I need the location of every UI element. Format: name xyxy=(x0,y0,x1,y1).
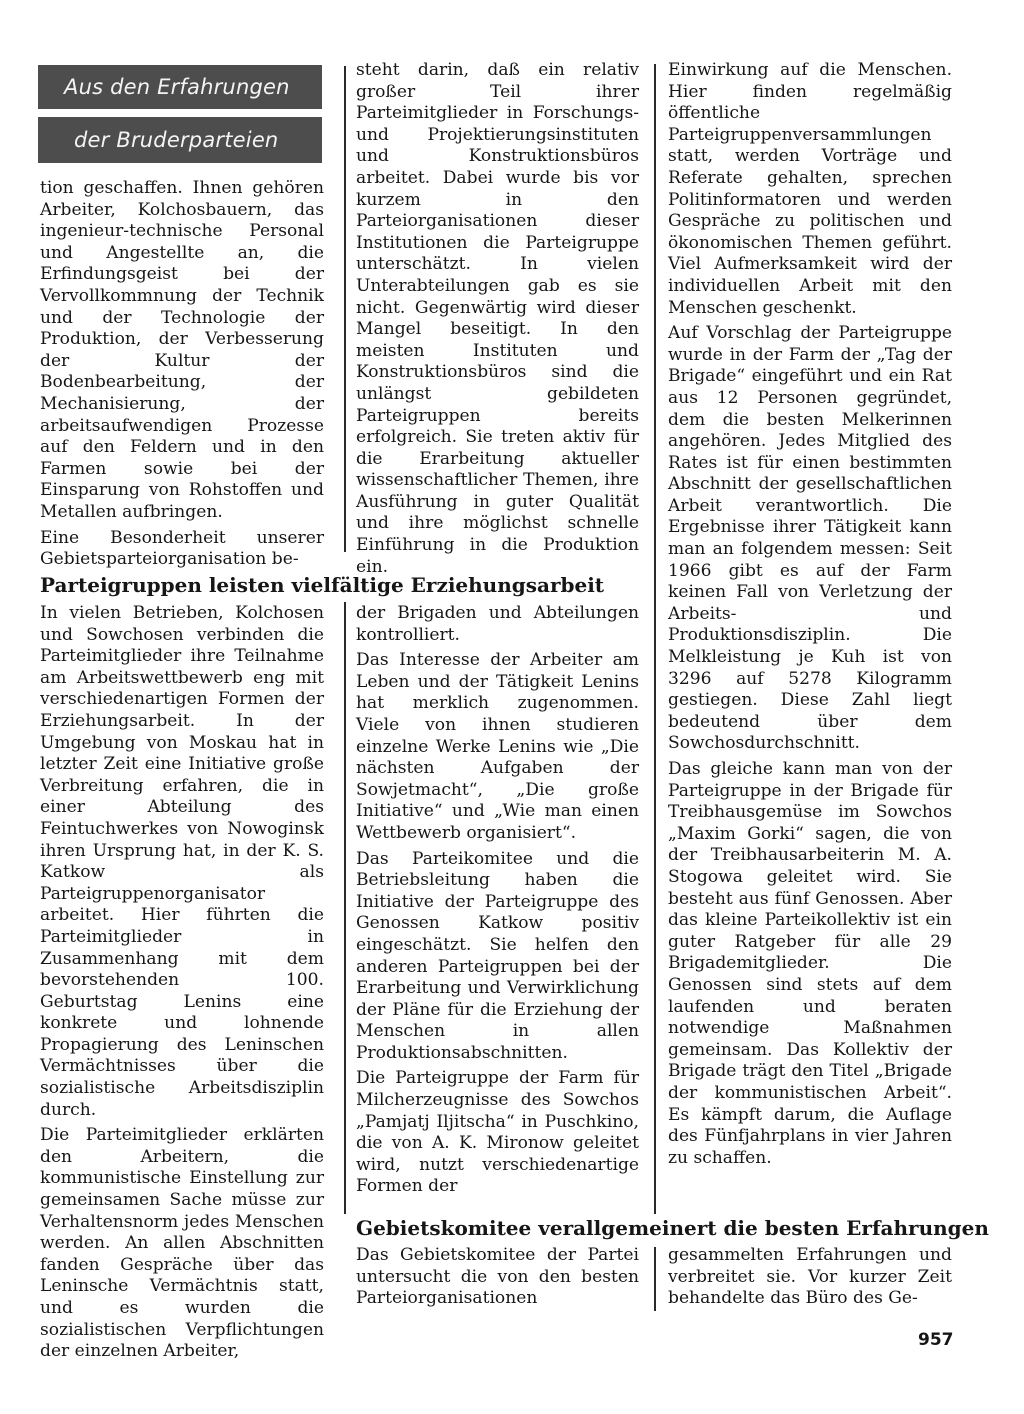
paragraph: Die Parteigruppe der Farm für Milcherzeugnisse des Sowchos „Pamjatj Iljitscha“ in Puschkino, die von A. K. Mironow geleitet wird, nutzt verschiedenartige Formen der xyxy=(356,1068,639,1197)
paragraph: In vielen Betrieben, Kolchosen und Sowchosen verbinden die Parteimitglieder ihre Teilnahme am Arbeitswettbewerb eng mit verschiedenartigen Formen der Erziehungsarbeit. In der Umgebung von Moskau hat in letzter Zeit eine Initiative große Verbreitung erfahren, die in einer Abteilung des Feintuchwerkes von Nowoginsk ihren Ursprung hat, in der K. S. Katkow als Parteigruppenorganisator arbeitet. Hier führten die Parteimitglieder in Zusammenhang mit dem bevorstehenden 100. Geburtstag Lenins eine konkrete und lohnende Propagierung des Leninschen Vermächtnisses über die sozialistische Arbeitsdisziplin durch. xyxy=(40,603,324,1120)
paragraph: steht darin, daß ein relativ großer Teil ihrer Parteimitglieder in Forschungs- und Projektierungsinstituten und Konstruktionsbüros arbeitet. Dabei wurde bis vor kurzem in den Parteiorganisationen dieser Institutionen die Parteigruppe unterschätzt. In vielen Unterabteilungen gab es sie nicht. Gegenwärtig wird dieser Mangel beseitigt. In den meisten Instituten und Konstruktionsbüros sind die unlängst gebildeten Parteigruppen bereits erfolgreich. Sie treten aktiv für die Erarbeitung aktueller wissenschaftlicher Themen, ihre Ausführung in guter Qualität und ihre möglichst schnelle Einführung in die Produktion ein. xyxy=(356,60,639,577)
column-divider xyxy=(654,1247,656,1311)
paragraph: Das Parteikomitee und die Betriebsleitung haben die Initiative der Parteigruppe des Genossen Katkow positiv eingeschätzt. Sie helfen den anderen Parteigruppen bei der Erarbeitung und Verwirklichung der Pläne für die Erziehung der Menschen in allen Produktionsabschnitten. xyxy=(356,848,639,1063)
column-divider xyxy=(654,64,656,1214)
paragraph: der Brigaden und Abteilungen kontrolliert. xyxy=(356,603,639,645)
section-heading: Gebietskomitee verallgemeinert die besten Erfahrungen xyxy=(356,1216,989,1240)
paragraph: Das gleiche kann man von der Parteigruppe in der Brigade für Treibhausgemüse im Sowchos „Maxim Gorki“ sagen, die von der Treibhausarbeiterin M. A. Stogowa geleitet wird. Sie besteht aus fünf Genossen. Aber das kleine Parteikollektiv ist ein guter Ratgeber für alle 29 Brigademitglieder. Die Genossen sind stets auf dem laufenden und beraten notwendige Maßnahmen gemeinsam. Das Kollektiv der Brigade trägt den Titel „Brigade der kommunistischen Arbeit“. Es kämpft darum, die Auflage des Fünfjahrplans in vier Jahren zu schaffen. xyxy=(668,759,952,1168)
paragraph: tion geschaffen. Ihnen gehören Arbeiter, Kolchosbauern, das ingenieur-technische Personal und Angestellte an, die Erfindungsgeist bei der Vervollkommnung der Technik und der Technologie der Produktion, der Verbesserung der Kultur der Bodenbearbeitung, der Mechanisierung, der arbeitsaufwendigen Prozesse auf den Feldern und in den Farmen sowie bei der Einsparung von Rohstoffen und Metallen aufbringen. xyxy=(40,178,324,522)
paragraph: Das Interesse der Arbeiter am Leben und der Tätigkeit Lenins hat merklich zugenommen. Viele von ihnen studieren einzelne Werke Lenins wie „Die nächsten Aufgaben der Sowjetmacht“, „Die große Initiative“ und „Wie man einen Wettbewerb organisiert“. xyxy=(356,650,639,843)
section3-column1 xyxy=(356,1245,639,1310)
paragraph: Eine Besonderheit unserer Gebietsparteiorganisation be- xyxy=(40,527,324,570)
section3-column2 xyxy=(668,1245,952,1310)
section1-column1 xyxy=(40,178,324,571)
column-divider xyxy=(344,66,346,552)
page-number: 957 xyxy=(918,1330,954,1350)
column-divider xyxy=(344,602,346,1214)
section2-column2 xyxy=(356,603,639,1198)
paragraph: Das Gebietskomitee der Partei untersucht die von den besten Parteiorganisationen xyxy=(356,1245,639,1309)
paragraph: Die Parteimitglieder erklärten den Arbeitern, die kommunistische Einstellung zur gemeinsamen Sache müsse zur Verhaltensnorm jedes Menschen werden. An allen Abschnitten fanden Gespräche über das Leninsche Vermächtnis statt, und es wurden die sozialistischen Verpflichtungen der einzelnen Arbeiter, xyxy=(40,1125,324,1362)
section-heading: Parteigruppen leisten vielfältige Erziehungsarbeit xyxy=(40,573,605,597)
section-banner-line2 xyxy=(38,117,322,163)
section-banner-line1 xyxy=(38,65,322,109)
section2-column1 xyxy=(40,603,324,1363)
section1-column2 xyxy=(356,60,639,578)
paragraph: gesammelten Erfahrungen und verbreitet sie. Vor kurzer Zeit behandelte das Büro des Ge- xyxy=(668,1245,952,1309)
column3 xyxy=(668,60,952,1169)
banner-text-line2: der Bruderparteien xyxy=(74,128,279,152)
paragraph: Einwirkung auf die Menschen. Hier finden regelmäßig öffentliche Parteigruppenversammlungen statt, werden Vorträge und Referate gehalten, sprechen Politinformatoren und werden Gespräche zu politischen und ökonomischen Themen geführt. Viel Aufmerksamkeit wird der individuellen Arbeit mit den Menschen geschenkt. xyxy=(668,60,952,318)
paragraph: Auf Vorschlag der Parteigruppe wurde in der Farm der „Tag der Brigade“ eingeführt und ein Rat aus 12 Personen gegründet, dem die besten Melkerinnen angehören. Jedes Mitglied des Rates ist für einen bestimmten Abschnitt der gesellschaftlichen Arbeit verantwortlich. Die Ergebnisse ihrer Tätigkeit kann man an folgendem messen: Seit 1966 gibt es auf der Farm keinen Fall von Verletzung der Arbeits- und Produktionsdisziplin. Die Melkleistung je Kuh ist von 3296 auf 5278 Kilogramm gestiegen. Diese Zahl liegt bedeutend über dem Sowchosdurchschnitt. xyxy=(668,323,952,754)
banner-text-line1: Aus den Erfahrungen xyxy=(64,75,290,99)
